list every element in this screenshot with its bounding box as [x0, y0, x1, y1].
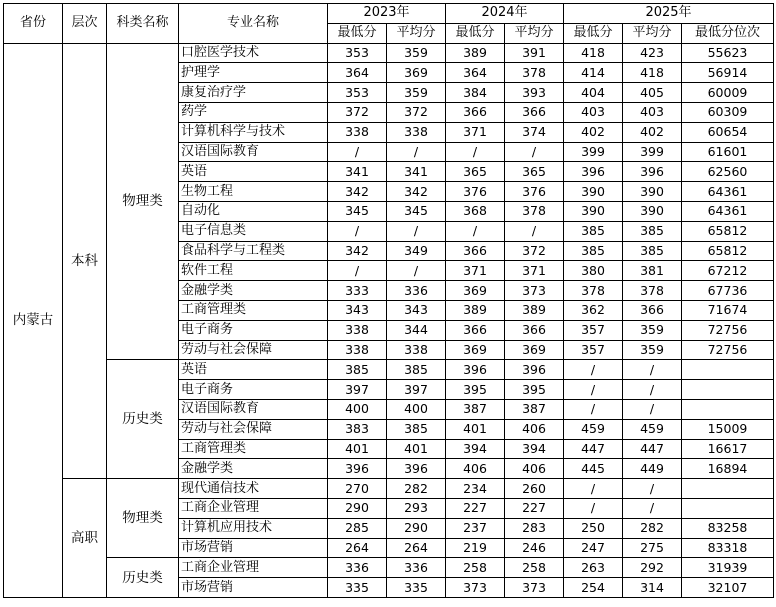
avg-2025-cell: 449	[623, 459, 682, 479]
major-name-cell: 金融学类	[179, 281, 328, 301]
level-cell: 本科	[63, 43, 107, 479]
min-2025-cell: 447	[564, 439, 623, 459]
avg-2025-cell: 366	[623, 300, 682, 320]
rank-2025-cell: 65812	[682, 221, 774, 241]
rank-2025-cell: 60009	[682, 83, 774, 103]
avg-2025-cell: /	[623, 498, 682, 518]
min-2023-cell: 342	[328, 182, 387, 202]
min-2023-cell: 353	[328, 83, 387, 103]
min-2024-cell: 366	[446, 102, 505, 122]
rank-2025-cell	[682, 479, 774, 499]
min-2024-cell: 366	[446, 320, 505, 340]
avg-2025-cell: 390	[623, 182, 682, 202]
avg-2025-cell: /	[623, 360, 682, 380]
min-2025-cell: 396	[564, 162, 623, 182]
avg-2025-cell: 314	[623, 578, 682, 598]
major-name-cell: 汉语国际教育	[179, 142, 328, 162]
header-min-2024: 最低分	[446, 23, 505, 43]
avg-2023-cell: 359	[387, 83, 446, 103]
avg-2024-cell: /	[505, 221, 564, 241]
min-2024-cell: /	[446, 142, 505, 162]
avg-2023-cell: 401	[387, 439, 446, 459]
header-min-2023: 最低分	[328, 23, 387, 43]
avg-2024-cell: 396	[505, 360, 564, 380]
min-2025-cell: 385	[564, 221, 623, 241]
avg-2025-cell: 381	[623, 261, 682, 281]
level-cell: 高职	[63, 479, 107, 598]
table-row	[4, 558, 774, 578]
major-name-cell: 金融学类	[179, 459, 328, 479]
major-name-cell: 药学	[179, 102, 328, 122]
avg-2024-cell: 366	[505, 320, 564, 340]
major-name-cell: 市场营销	[179, 578, 328, 598]
major-name-cell: 工商企业管理	[179, 498, 328, 518]
major-name-cell: 劳动与社会保障	[179, 419, 328, 439]
rank-2025-cell: 60309	[682, 102, 774, 122]
min-2023-cell: 341	[328, 162, 387, 182]
min-2024-cell: 389	[446, 43, 505, 63]
avg-2023-cell: 335	[387, 578, 446, 598]
min-2024-cell: 364	[446, 63, 505, 83]
avg-2023-cell: 369	[387, 63, 446, 83]
avg-2023-cell: 400	[387, 399, 446, 419]
min-2024-cell: 371	[446, 122, 505, 142]
min-2023-cell: 364	[328, 63, 387, 83]
min-2024-cell: 389	[446, 300, 505, 320]
avg-2025-cell: 423	[623, 43, 682, 63]
major-name-cell: 食品科学与工程类	[179, 241, 328, 261]
avg-2023-cell: 336	[387, 281, 446, 301]
avg-2023-cell: /	[387, 142, 446, 162]
header-category: 科类名称	[107, 4, 179, 44]
rank-2025-cell: 31939	[682, 558, 774, 578]
header-avg-2025: 平均分	[623, 23, 682, 43]
min-2023-cell: 401	[328, 439, 387, 459]
rank-2025-cell: 72756	[682, 340, 774, 360]
min-2025-cell: 403	[564, 102, 623, 122]
rank-2025-cell: 56914	[682, 63, 774, 83]
min-2025-cell: 380	[564, 261, 623, 281]
min-2024-cell: 396	[446, 360, 505, 380]
min-2024-cell: 365	[446, 162, 505, 182]
admission-score-table	[3, 3, 774, 598]
rank-2025-cell: 67736	[682, 281, 774, 301]
header-rank-2025: 最低分位次	[682, 23, 774, 43]
header-level: 层次	[63, 4, 107, 44]
avg-2024-cell: 372	[505, 241, 564, 261]
min-2024-cell: 371	[446, 261, 505, 281]
min-2024-cell: 406	[446, 459, 505, 479]
rank-2025-cell: 32107	[682, 578, 774, 598]
avg-2024-cell: 258	[505, 558, 564, 578]
min-2025-cell: 459	[564, 419, 623, 439]
table-row	[4, 479, 774, 499]
min-2023-cell: 383	[328, 419, 387, 439]
min-2025-cell: /	[564, 399, 623, 419]
min-2025-cell: 250	[564, 518, 623, 538]
avg-2023-cell: 349	[387, 241, 446, 261]
avg-2025-cell: 385	[623, 241, 682, 261]
rank-2025-cell: 67212	[682, 261, 774, 281]
min-2023-cell: 400	[328, 399, 387, 419]
avg-2024-cell: 395	[505, 380, 564, 400]
avg-2024-cell: 373	[505, 578, 564, 598]
min-2025-cell: /	[564, 479, 623, 499]
major-name-cell: 英语	[179, 360, 328, 380]
rank-2025-cell	[682, 360, 774, 380]
rank-2025-cell: 64361	[682, 182, 774, 202]
avg-2025-cell: 390	[623, 201, 682, 221]
avg-2025-cell: 275	[623, 538, 682, 558]
min-2023-cell: 335	[328, 578, 387, 598]
min-2024-cell: 237	[446, 518, 505, 538]
avg-2023-cell: 342	[387, 182, 446, 202]
avg-2025-cell: 292	[623, 558, 682, 578]
table-row	[4, 43, 774, 63]
min-2024-cell: 395	[446, 380, 505, 400]
min-2024-cell: 258	[446, 558, 505, 578]
min-2023-cell: 397	[328, 380, 387, 400]
avg-2023-cell: 343	[387, 300, 446, 320]
category-cell: 历史类	[107, 558, 179, 598]
avg-2023-cell: 290	[387, 518, 446, 538]
min-2023-cell: 336	[328, 558, 387, 578]
avg-2024-cell: 378	[505, 201, 564, 221]
min-2023-cell: 396	[328, 459, 387, 479]
min-2025-cell: 402	[564, 122, 623, 142]
min-2025-cell: 247	[564, 538, 623, 558]
min-2025-cell: 254	[564, 578, 623, 598]
avg-2024-cell: 394	[505, 439, 564, 459]
avg-2024-cell: 260	[505, 479, 564, 499]
avg-2024-cell: 373	[505, 281, 564, 301]
min-2025-cell: 362	[564, 300, 623, 320]
major-name-cell: 康复治疗学	[179, 83, 328, 103]
major-name-cell: 英语	[179, 162, 328, 182]
avg-2025-cell: 418	[623, 63, 682, 83]
major-name-cell: 市场营销	[179, 538, 328, 558]
avg-2023-cell: 264	[387, 538, 446, 558]
min-2024-cell: /	[446, 221, 505, 241]
avg-2025-cell: 459	[623, 419, 682, 439]
min-2024-cell: 369	[446, 340, 505, 360]
min-2023-cell: 338	[328, 122, 387, 142]
rank-2025-cell: 64361	[682, 201, 774, 221]
header-year-2023: 2023年	[328, 4, 446, 24]
min-2024-cell: 369	[446, 281, 505, 301]
min-2024-cell: 227	[446, 498, 505, 518]
min-2025-cell: 445	[564, 459, 623, 479]
avg-2024-cell: 389	[505, 300, 564, 320]
min-2025-cell: 418	[564, 43, 623, 63]
major-name-cell: 工商管理类	[179, 439, 328, 459]
header-avg-2023: 平均分	[387, 23, 446, 43]
min-2023-cell: 345	[328, 201, 387, 221]
min-2024-cell: 394	[446, 439, 505, 459]
rank-2025-cell: 15009	[682, 419, 774, 439]
min-2025-cell: 357	[564, 340, 623, 360]
major-name-cell: 计算机应用技术	[179, 518, 328, 538]
avg-2024-cell: 406	[505, 419, 564, 439]
min-2025-cell: /	[564, 380, 623, 400]
major-name-cell: 口腔医学技术	[179, 43, 328, 63]
min-2024-cell: 387	[446, 399, 505, 419]
avg-2023-cell: /	[387, 261, 446, 281]
avg-2024-cell: 365	[505, 162, 564, 182]
avg-2023-cell: 359	[387, 43, 446, 63]
major-name-cell: 电子商务	[179, 380, 328, 400]
min-2025-cell: 390	[564, 182, 623, 202]
avg-2025-cell: 385	[623, 221, 682, 241]
avg-2025-cell: 378	[623, 281, 682, 301]
avg-2025-cell: 396	[623, 162, 682, 182]
province-cell: 内蒙古	[4, 43, 63, 597]
min-2025-cell: 357	[564, 320, 623, 340]
avg-2023-cell: 338	[387, 340, 446, 360]
avg-2023-cell: 282	[387, 479, 446, 499]
category-cell: 历史类	[107, 360, 179, 479]
min-2023-cell: /	[328, 221, 387, 241]
avg-2024-cell: 393	[505, 83, 564, 103]
avg-2025-cell: /	[623, 479, 682, 499]
avg-2024-cell: /	[505, 142, 564, 162]
min-2025-cell: 390	[564, 201, 623, 221]
avg-2025-cell: 405	[623, 83, 682, 103]
min-2024-cell: 219	[446, 538, 505, 558]
rank-2025-cell: 65812	[682, 241, 774, 261]
avg-2023-cell: 338	[387, 122, 446, 142]
avg-2023-cell: 336	[387, 558, 446, 578]
min-2023-cell: 285	[328, 518, 387, 538]
avg-2025-cell: 359	[623, 320, 682, 340]
avg-2024-cell: 374	[505, 122, 564, 142]
avg-2023-cell: 385	[387, 360, 446, 380]
min-2024-cell: 368	[446, 201, 505, 221]
min-2024-cell: 384	[446, 83, 505, 103]
header-year-2024: 2024年	[446, 4, 564, 24]
min-2023-cell: 338	[328, 320, 387, 340]
avg-2024-cell: 376	[505, 182, 564, 202]
min-2025-cell: 385	[564, 241, 623, 261]
major-name-cell: 软件工程	[179, 261, 328, 281]
min-2024-cell: 366	[446, 241, 505, 261]
rank-2025-cell	[682, 380, 774, 400]
header-avg-2024: 平均分	[505, 23, 564, 43]
rank-2025-cell: 16617	[682, 439, 774, 459]
major-name-cell: 生物工程	[179, 182, 328, 202]
min-2023-cell: 353	[328, 43, 387, 63]
avg-2025-cell: 399	[623, 142, 682, 162]
rank-2025-cell: 72756	[682, 320, 774, 340]
table-row	[4, 360, 774, 380]
avg-2024-cell: 369	[505, 340, 564, 360]
avg-2024-cell: 391	[505, 43, 564, 63]
avg-2024-cell: 371	[505, 261, 564, 281]
major-name-cell: 电子商务	[179, 320, 328, 340]
min-2025-cell: /	[564, 360, 623, 380]
header-province: 省份	[4, 4, 63, 44]
min-2025-cell: 404	[564, 83, 623, 103]
avg-2025-cell: /	[623, 399, 682, 419]
header-min-2025: 最低分	[564, 23, 623, 43]
min-2024-cell: 234	[446, 479, 505, 499]
avg-2023-cell: 396	[387, 459, 446, 479]
min-2023-cell: 385	[328, 360, 387, 380]
min-2023-cell: 338	[328, 340, 387, 360]
min-2023-cell: 343	[328, 300, 387, 320]
major-name-cell: 计算机科学与技术	[179, 122, 328, 142]
min-2023-cell: 333	[328, 281, 387, 301]
avg-2025-cell: 282	[623, 518, 682, 538]
min-2023-cell: /	[328, 142, 387, 162]
min-2023-cell: 342	[328, 241, 387, 261]
avg-2024-cell: 366	[505, 102, 564, 122]
avg-2025-cell: 447	[623, 439, 682, 459]
min-2024-cell: 376	[446, 182, 505, 202]
rank-2025-cell: 16894	[682, 459, 774, 479]
avg-2023-cell: /	[387, 221, 446, 241]
major-name-cell: 工商企业管理	[179, 558, 328, 578]
category-cell: 物理类	[107, 43, 179, 360]
min-2023-cell: 264	[328, 538, 387, 558]
min-2023-cell: /	[328, 261, 387, 281]
avg-2024-cell: 283	[505, 518, 564, 538]
category-cell: 物理类	[107, 479, 179, 558]
avg-2023-cell: 293	[387, 498, 446, 518]
avg-2023-cell: 397	[387, 380, 446, 400]
avg-2023-cell: 385	[387, 419, 446, 439]
major-name-cell: 汉语国际教育	[179, 399, 328, 419]
major-name-cell: 电子信息类	[179, 221, 328, 241]
rank-2025-cell: 83318	[682, 538, 774, 558]
rank-2025-cell: 61601	[682, 142, 774, 162]
major-name-cell: 护理学	[179, 63, 328, 83]
major-name-cell: 现代通信技术	[179, 479, 328, 499]
avg-2024-cell: 406	[505, 459, 564, 479]
major-name-cell: 自动化	[179, 201, 328, 221]
table-body	[4, 4, 774, 598]
min-2025-cell: 263	[564, 558, 623, 578]
rank-2025-cell	[682, 498, 774, 518]
min-2023-cell: 372	[328, 102, 387, 122]
min-2024-cell: 401	[446, 419, 505, 439]
min-2025-cell: 378	[564, 281, 623, 301]
rank-2025-cell: 71674	[682, 300, 774, 320]
avg-2025-cell: /	[623, 380, 682, 400]
avg-2024-cell: 246	[505, 538, 564, 558]
min-2025-cell: /	[564, 498, 623, 518]
major-name-cell: 工商管理类	[179, 300, 328, 320]
avg-2024-cell: 378	[505, 63, 564, 83]
min-2024-cell: 373	[446, 578, 505, 598]
avg-2023-cell: 344	[387, 320, 446, 340]
avg-2024-cell: 387	[505, 399, 564, 419]
min-2025-cell: 399	[564, 142, 623, 162]
avg-2025-cell: 359	[623, 340, 682, 360]
rank-2025-cell: 55623	[682, 43, 774, 63]
avg-2024-cell: 227	[505, 498, 564, 518]
min-2023-cell: 270	[328, 479, 387, 499]
avg-2025-cell: 403	[623, 102, 682, 122]
avg-2023-cell: 341	[387, 162, 446, 182]
major-name-cell: 劳动与社会保障	[179, 340, 328, 360]
header-row-years	[4, 4, 774, 24]
min-2023-cell: 290	[328, 498, 387, 518]
rank-2025-cell	[682, 399, 774, 419]
avg-2023-cell: 372	[387, 102, 446, 122]
min-2025-cell: 414	[564, 63, 623, 83]
avg-2023-cell: 345	[387, 201, 446, 221]
header-year-2025: 2025年	[564, 4, 774, 24]
header-major: 专业名称	[179, 4, 328, 44]
rank-2025-cell: 83258	[682, 518, 774, 538]
rank-2025-cell: 60654	[682, 122, 774, 142]
rank-2025-cell: 62560	[682, 162, 774, 182]
avg-2025-cell: 402	[623, 122, 682, 142]
